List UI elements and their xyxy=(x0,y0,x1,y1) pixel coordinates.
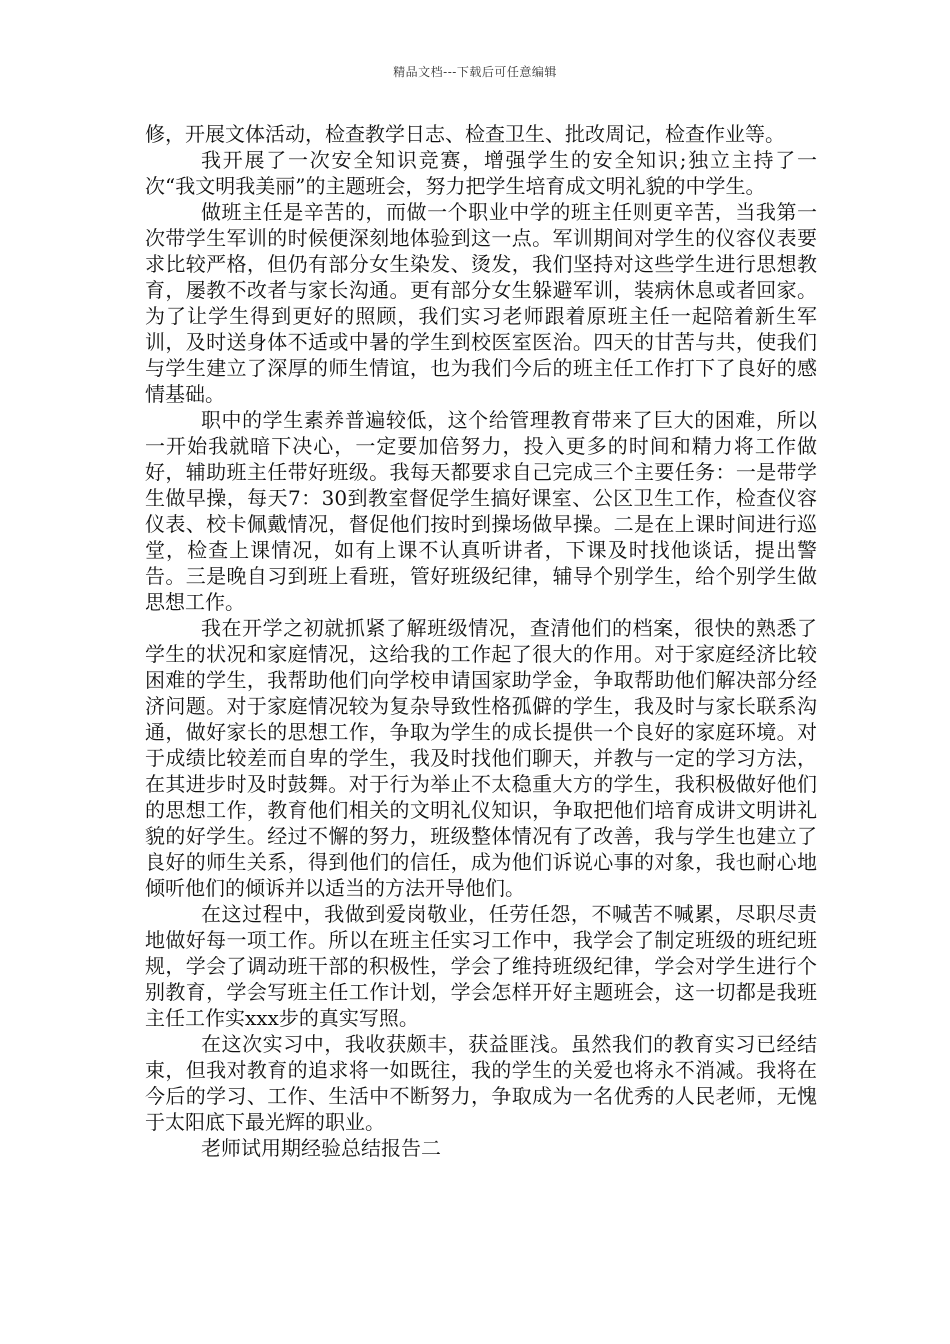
paragraph-conclusion: 在这次实习中，我收获颇丰，获益匪浅。虽然我们的教育实习已经结束，但我对教育的追求将一如既往，我的学生的关爱也将永不消减。我将在今后的学习、工作、生活中不断努力，争取成为一名优秀的人民老师，无愧于太阳底下最光辉的职业。 xyxy=(145,1032,817,1134)
paragraph-military-training: 做班主任是辛苦的，而做一个职业中学的班主任则更辛苦，当我第一次带学生军训的时候便深刻地体验到这一点。军训期间对学生的仪容仪表要求比较严格，但仍有部分女生染发、烫发，我们坚持对这些学生进行思想教育，屡教不改者与家长沟通。更有部分女生躲避军训，装病休息或者回家。为了让学生得到更好的照顾，我们实习老师跟着原班主任一起陪着新生军训，及时送身体不适或中暑的学生到校医室医治。四天的甘苦与共，使我们与学生建立了深厚的师生情谊，也为我们今后的班主任工作打下了良好的感情基础。 xyxy=(145,200,817,406)
page-header: 精品文档---下载后可任意编辑 xyxy=(393,65,557,79)
paragraph-daily-tasks: 职中的学生素养普遍较低，这个给管理教育带来了巨大的困难，所以一开始我就暗下决心，一定要加倍努力，投入更多的时间和精力将工作做好，辅助班主任带好班级。我每天都要求自己完成三个主要任务：一是带学生做早操，每天7：30到教室督促学生搞好课室、公区卫生工作，检查仪容仪表、校卡佩戴情况，督促他们按时到操场做早操。二是在上课时间进行巡堂，检查上课情况，如有上课不认真听讲者，下课及时找他谈话，提出警告。三是晚自习到班上看班，管好班级纪律，辅导个别学生，给个别学生做思想工作。 xyxy=(145,408,817,614)
paragraph-class-situation: 我在开学之初就抓紧了解班级情况，查清他们的档案，很快的熟悉了学生的状况和家庭情况，这给我的工作起了很大的作用。对于家庭经济比较困难的学生，我帮助他们向学校申请国家助学金，争取帮助他们解决部分经济问题。对于家庭情况较为复杂导致性格孤僻的学生，我及时与家长联系沟通，做好家长的思想工作，争取为学生的成长提供一个良好的家庭环境。对于成绩比较差而自卑的学生，我及时找他们聊天，并教与一定的学习方法，在其进步时及时鼓舞。对于行为举止不太稳重大方的学生，我积极做好他们的思想工作，教育他们相关的文明礼仪知识，争取把他们培育成讲文明讲礼貌的好学生。经过不懈的努力，班级整体情况有了改善，我与学生也建立了良好的师生关系，得到他们的信任，成为他们诉说心事的对象，我也耐心地倾听他们的倾诉并以适当的方法开导他们。 xyxy=(145,616,817,900)
paragraph-continuation: 修，开展文体活动，检查教学日志、检查卫生、批改周记，检查作业等。 xyxy=(145,122,785,146)
paragraph-dedication: 在这过程中，我做到爱岗敬业，任劳任怨，不喊苦不喊累，尽职尽责地做好每一项工作。所以在班主任实习工作中，我学会了制定班级的班纪班规，学会了调动班干部的积极性，学会了维持班级纪律，学会对学生进行个别教育，学会写班主任工作计划，学会怎样开好主题班会，这一切都是我班主任工作实xxx步的真实写照。 xyxy=(145,902,817,1030)
document-body xyxy=(145,121,817,1161)
paragraph-safety-contest: 我开展了一次安全知识竞赛，增强学生的安全知识;独立主持了一次“我文明我美丽”的主题班会，努力把学生培育成文明礼貌的中学生。 xyxy=(145,148,817,198)
section-heading: 老师试用期经验总结报告二 xyxy=(201,1136,441,1160)
